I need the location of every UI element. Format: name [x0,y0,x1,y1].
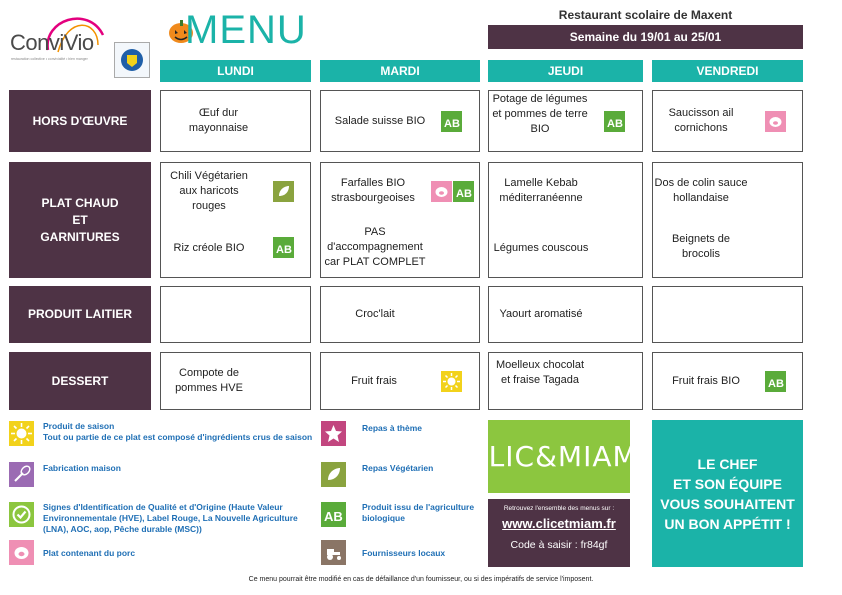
check-icon [9,502,34,527]
menu-cell [652,352,803,410]
leaf-icon [321,462,346,487]
menu-cell [320,90,480,152]
menu-cell [652,162,803,278]
website-info [488,499,630,567]
dish-name: Riz créole BIO [173,242,245,254]
site-link[interactable]: www.clicetmiam.fr [502,516,616,531]
day-header-tuesday: MARDI [320,60,480,82]
brand-tagline: restauration collective • convivialité • bien manger [11,57,88,61]
legend-label: Produit de saison Tout ou partie de ce plat est composé d'ingrédients crus de saison [43,421,313,442]
pig-icon [9,540,34,565]
dish-name: Salade suisse BIO [334,115,426,127]
sun-icon [441,371,462,392]
dish-name: Chili Végétarien aux haricots rouges [170,170,248,212]
menu-cell [652,90,803,152]
legend-label: Repas à thème [362,423,422,433]
page-title: MENU [185,8,307,52]
site-code: Code à saisir : fr84gf [510,539,608,551]
pig-icon [765,111,786,132]
legend-label: Plat contenant du porc [43,548,136,558]
whisk-icon [9,462,34,487]
ab-icon [273,237,294,258]
dish-name: Fruit frais [351,375,397,387]
menu-cell [488,352,643,410]
menu-cell [160,286,311,343]
menu-cell [320,162,480,278]
convivio-logo [8,10,118,70]
clicetmiam-logo: CLIC&MIAM! [488,420,630,493]
dish-name: Dos de colin sauce hollandaise [654,177,748,204]
ab-icon [453,181,474,202]
ab-icon [321,502,346,527]
leaf-icon [273,181,294,202]
svg-text:AB: AB [444,118,460,130]
school-crest-logo [114,42,150,78]
legend-label: Fabrication maison [43,463,121,473]
menu-cell [320,352,480,410]
star-icon [321,421,346,446]
day-header-thursday: JEUDI [488,60,643,82]
dish-name: Compote de pommes HVE [175,367,243,394]
chef-message: LE CHEF ET SON ÉQUIPE VOUS SOUHAITENT UN BON APPÉTIT ! [652,420,803,567]
svg-text:AB: AB [768,378,784,390]
dish-name: Moelleux chocolat et fraise Tagada [495,359,585,386]
legend-label: Signes d'Identification de Qualité et d'Origine (Haute Valeur Environnementale (HVE), Label Rouge, La Nouvelle Agriculture (LNA), AOC, aop, Pêche durable (MSC)) [43,502,298,534]
dish-name: Croc'lait [355,308,395,320]
week-range: Semaine du 19/01 au 25/01 [488,25,803,49]
dish-name: Œuf dur mayonnaise [188,107,249,134]
dish-name: Potage de légumes et pommes de terre BIO [492,93,588,135]
tractor-icon [321,540,346,565]
menu-cell [488,90,643,152]
dish-name: Fruit frais BIO [672,375,740,387]
legend-label: Produit issu de l'agriculture biologique [362,502,475,523]
menu-cell [320,286,480,343]
legend-label: Fournisseurs locaux [362,548,446,558]
row-label-starter: HORS D'ŒUVRE [9,90,151,152]
ab-icon [441,111,462,132]
dish-name: Légumes couscous [493,242,589,254]
sun-icon [9,421,34,446]
row-label-dairy: PRODUIT LAITIER [9,286,151,343]
brand-name: ConviVio [10,30,94,55]
menu-cell [160,162,311,278]
legend-label: Repas Végétarien [362,463,434,473]
dish-name: Farfalles BIO strasbourgeoises [331,177,415,204]
row-label-main: PLAT CHAUD ET GARNITURES [9,162,151,278]
dish-name: Beignets de brocolis [671,233,731,260]
footer-note: Ce menu pourrait être modifié en cas de défaillance d'un fournisseur, ou si des impératifs de service l'imposent. [248,576,594,583]
menu-cell [160,90,311,152]
svg-text:AB: AB [607,118,623,130]
dish-name: PAS d'accompagnement car PLAT COMPLET [324,226,426,268]
day-header-monday: LUNDI [160,60,311,82]
menu-cell [160,352,311,410]
site-intro: Retrouvez l'ensemble des menus sur : [503,505,615,512]
ab-icon [604,111,625,132]
dish-name: Saucisson ail cornichons [668,107,734,134]
day-header-friday: VENDREDI [652,60,803,82]
menu-cell [652,286,803,343]
menu-cell [488,162,643,278]
dish-name: Lamelle Kebab méditerranéenne [499,177,583,204]
svg-text:AB: AB [456,188,472,200]
dish-name: Yaourt aromatisé [499,308,583,320]
pig-icon [431,181,452,202]
restaurant-name: Restaurant scolaire de Maxent [558,8,733,22]
svg-text:AB: AB [276,244,292,256]
row-label-dessert: DESSERT [9,352,151,410]
svg-text:AB: AB [324,509,343,524]
menu-cell [488,286,643,343]
ab-icon [765,371,786,392]
